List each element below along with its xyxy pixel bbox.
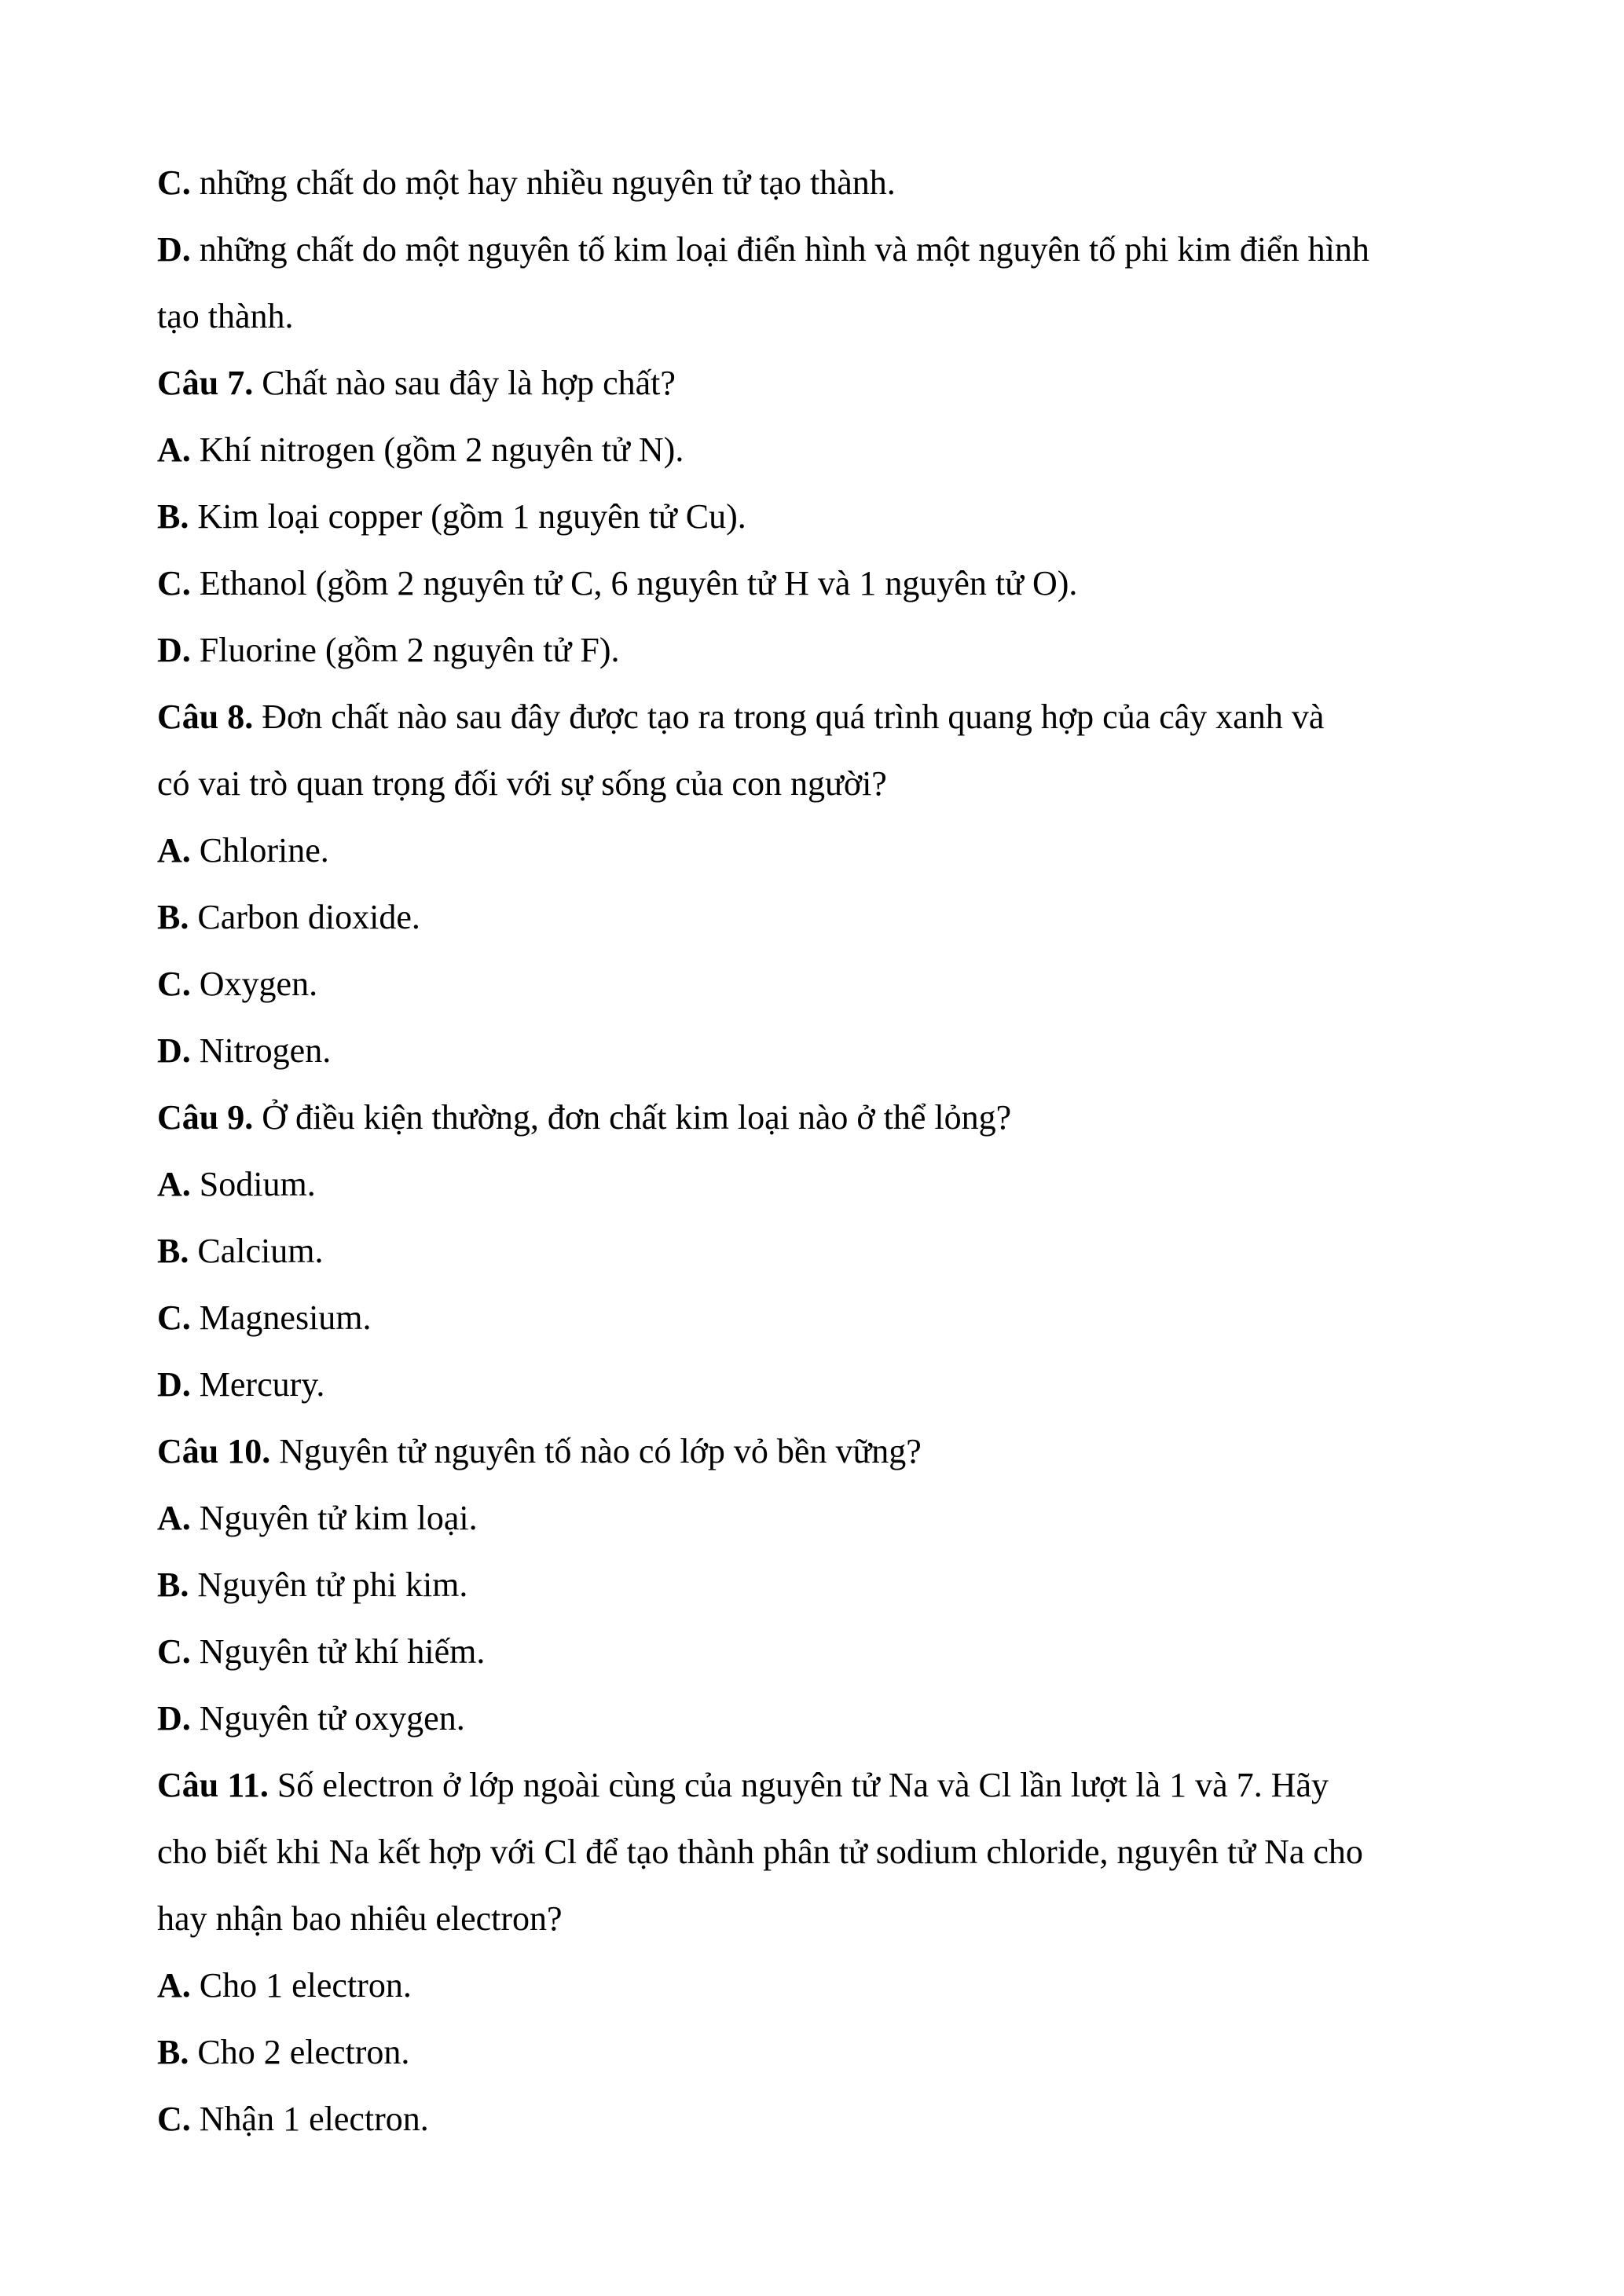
continuation-line [157,1885,1493,1952]
option-line [157,483,1493,550]
question-line [157,1752,1493,1818]
option-text: Fluorine (gồm 2 nguyên tử F). [190,631,620,669]
option-label: A. [157,1499,191,1537]
option-text: Chlorine. [190,831,329,870]
option-label: A. [157,430,191,469]
option-line [157,884,1493,950]
option-text: Magnesium. [190,1298,372,1337]
continuation-line [157,283,1493,350]
option-text: Mercury. [190,1365,325,1404]
question-label: Câu 7. [157,364,254,402]
question-label: Câu 10. [157,1432,271,1470]
option-line [157,1017,1493,1084]
option-line [157,2019,1493,2085]
document-page [157,149,1493,2152]
question-text: Đơn chất nào sau đây được tạo ra trong quá trình quang hợp của cây xanh và [253,698,1325,736]
option-text: Carbon dioxide. [189,898,420,936]
option-label: C. [157,2100,191,2138]
option-label: D. [157,631,191,669]
question-text: Chất nào sau đây là hợp chất? [253,364,676,402]
question-text: Số electron ở lớp ngoài cùng của nguyên tử Na và Cl lần lượt là 1 và 7. Hãy [268,1766,1329,1804]
question-line [157,683,1493,750]
option-label: A. [157,1165,191,1203]
line-text: hay nhận bao nhiêu electron? [157,1899,563,1938]
option-text: Nhận 1 electron. [190,2100,429,2138]
option-text: Calcium. [189,1232,324,1270]
question-line [157,1418,1493,1485]
option-label: C. [157,1632,191,1671]
option-text: Ethanol (gồm 2 nguyên tử C, 6 nguyên tử H và 1 nguyên tử O). [190,564,1078,602]
option-line [157,1952,1493,2019]
option-line [157,1218,1493,1284]
question-text: Ở điều kiện thường, đơn chất kim loại nào ở thể lỏng? [253,1098,1012,1137]
option-label: B. [157,898,189,936]
option-label: A. [157,1966,191,2005]
option-label: D. [157,1031,191,1070]
option-line [157,1151,1493,1218]
option-text: Nguyên tử kim loại. [190,1499,478,1537]
question-line [157,1084,1493,1151]
option-line [157,1485,1493,1551]
option-text: Nguyên tử oxygen. [190,1699,465,1738]
option-line [157,149,1493,216]
option-label: B. [157,497,189,536]
option-line [157,817,1493,884]
continuation-line [157,1818,1493,1885]
question-label: Câu 11. [157,1766,269,1804]
question-line [157,350,1493,416]
option-line [157,1351,1493,1418]
option-text: Nitrogen. [190,1031,332,1070]
option-text: những chất do một hay nhiều nguyên tử tạo thành. [190,163,896,202]
option-text: những chất do một nguyên tố kim loại điển hình và một nguyên tố phi kim điển hình [190,230,1369,269]
option-line [157,617,1493,683]
option-label: C. [157,564,191,602]
option-text: Sodium. [190,1165,316,1203]
option-label: C. [157,965,191,1003]
option-text: Oxygen. [190,965,318,1003]
option-label: D. [157,230,191,269]
option-line [157,950,1493,1017]
option-text: Khí nitrogen (gồm 2 nguyên tử N). [190,430,684,469]
option-text: Nguyên tử phi kim. [189,1565,468,1604]
option-label: D. [157,1365,191,1404]
line-text: tạo thành. [157,297,294,335]
option-line [157,1284,1493,1351]
option-label: D. [157,1699,191,1738]
option-label: B. [157,2033,189,2071]
option-line [157,1551,1493,1618]
line-text: có vai trò quan trọng đối với sự sống của con người? [157,764,887,803]
option-line [157,550,1493,617]
question-label: Câu 8. [157,698,254,736]
option-text: Nguyên tử khí hiếm. [190,1632,486,1671]
option-label: B. [157,1565,189,1604]
option-text: Cho 1 electron. [190,1966,412,2005]
option-text: Cho 2 electron. [189,2033,410,2071]
option-line [157,416,1493,483]
option-text: Kim loại copper (gồm 1 nguyên tử Cu). [189,497,746,536]
question-text: Nguyên tử nguyên tố nào có lớp vỏ bền vững? [270,1432,922,1470]
option-line [157,216,1493,283]
option-line [157,1618,1493,1685]
option-label: B. [157,1232,189,1270]
option-line [157,2085,1493,2152]
option-line [157,1685,1493,1752]
continuation-line [157,750,1493,817]
option-label: C. [157,1298,191,1337]
line-text: cho biết khi Na kết hợp với Cl để tạo thành phân tử sodium chloride, nguyên tử Na cho [157,1833,1363,1871]
option-label: C. [157,163,191,202]
question-label: Câu 9. [157,1098,254,1137]
option-label: A. [157,831,191,870]
